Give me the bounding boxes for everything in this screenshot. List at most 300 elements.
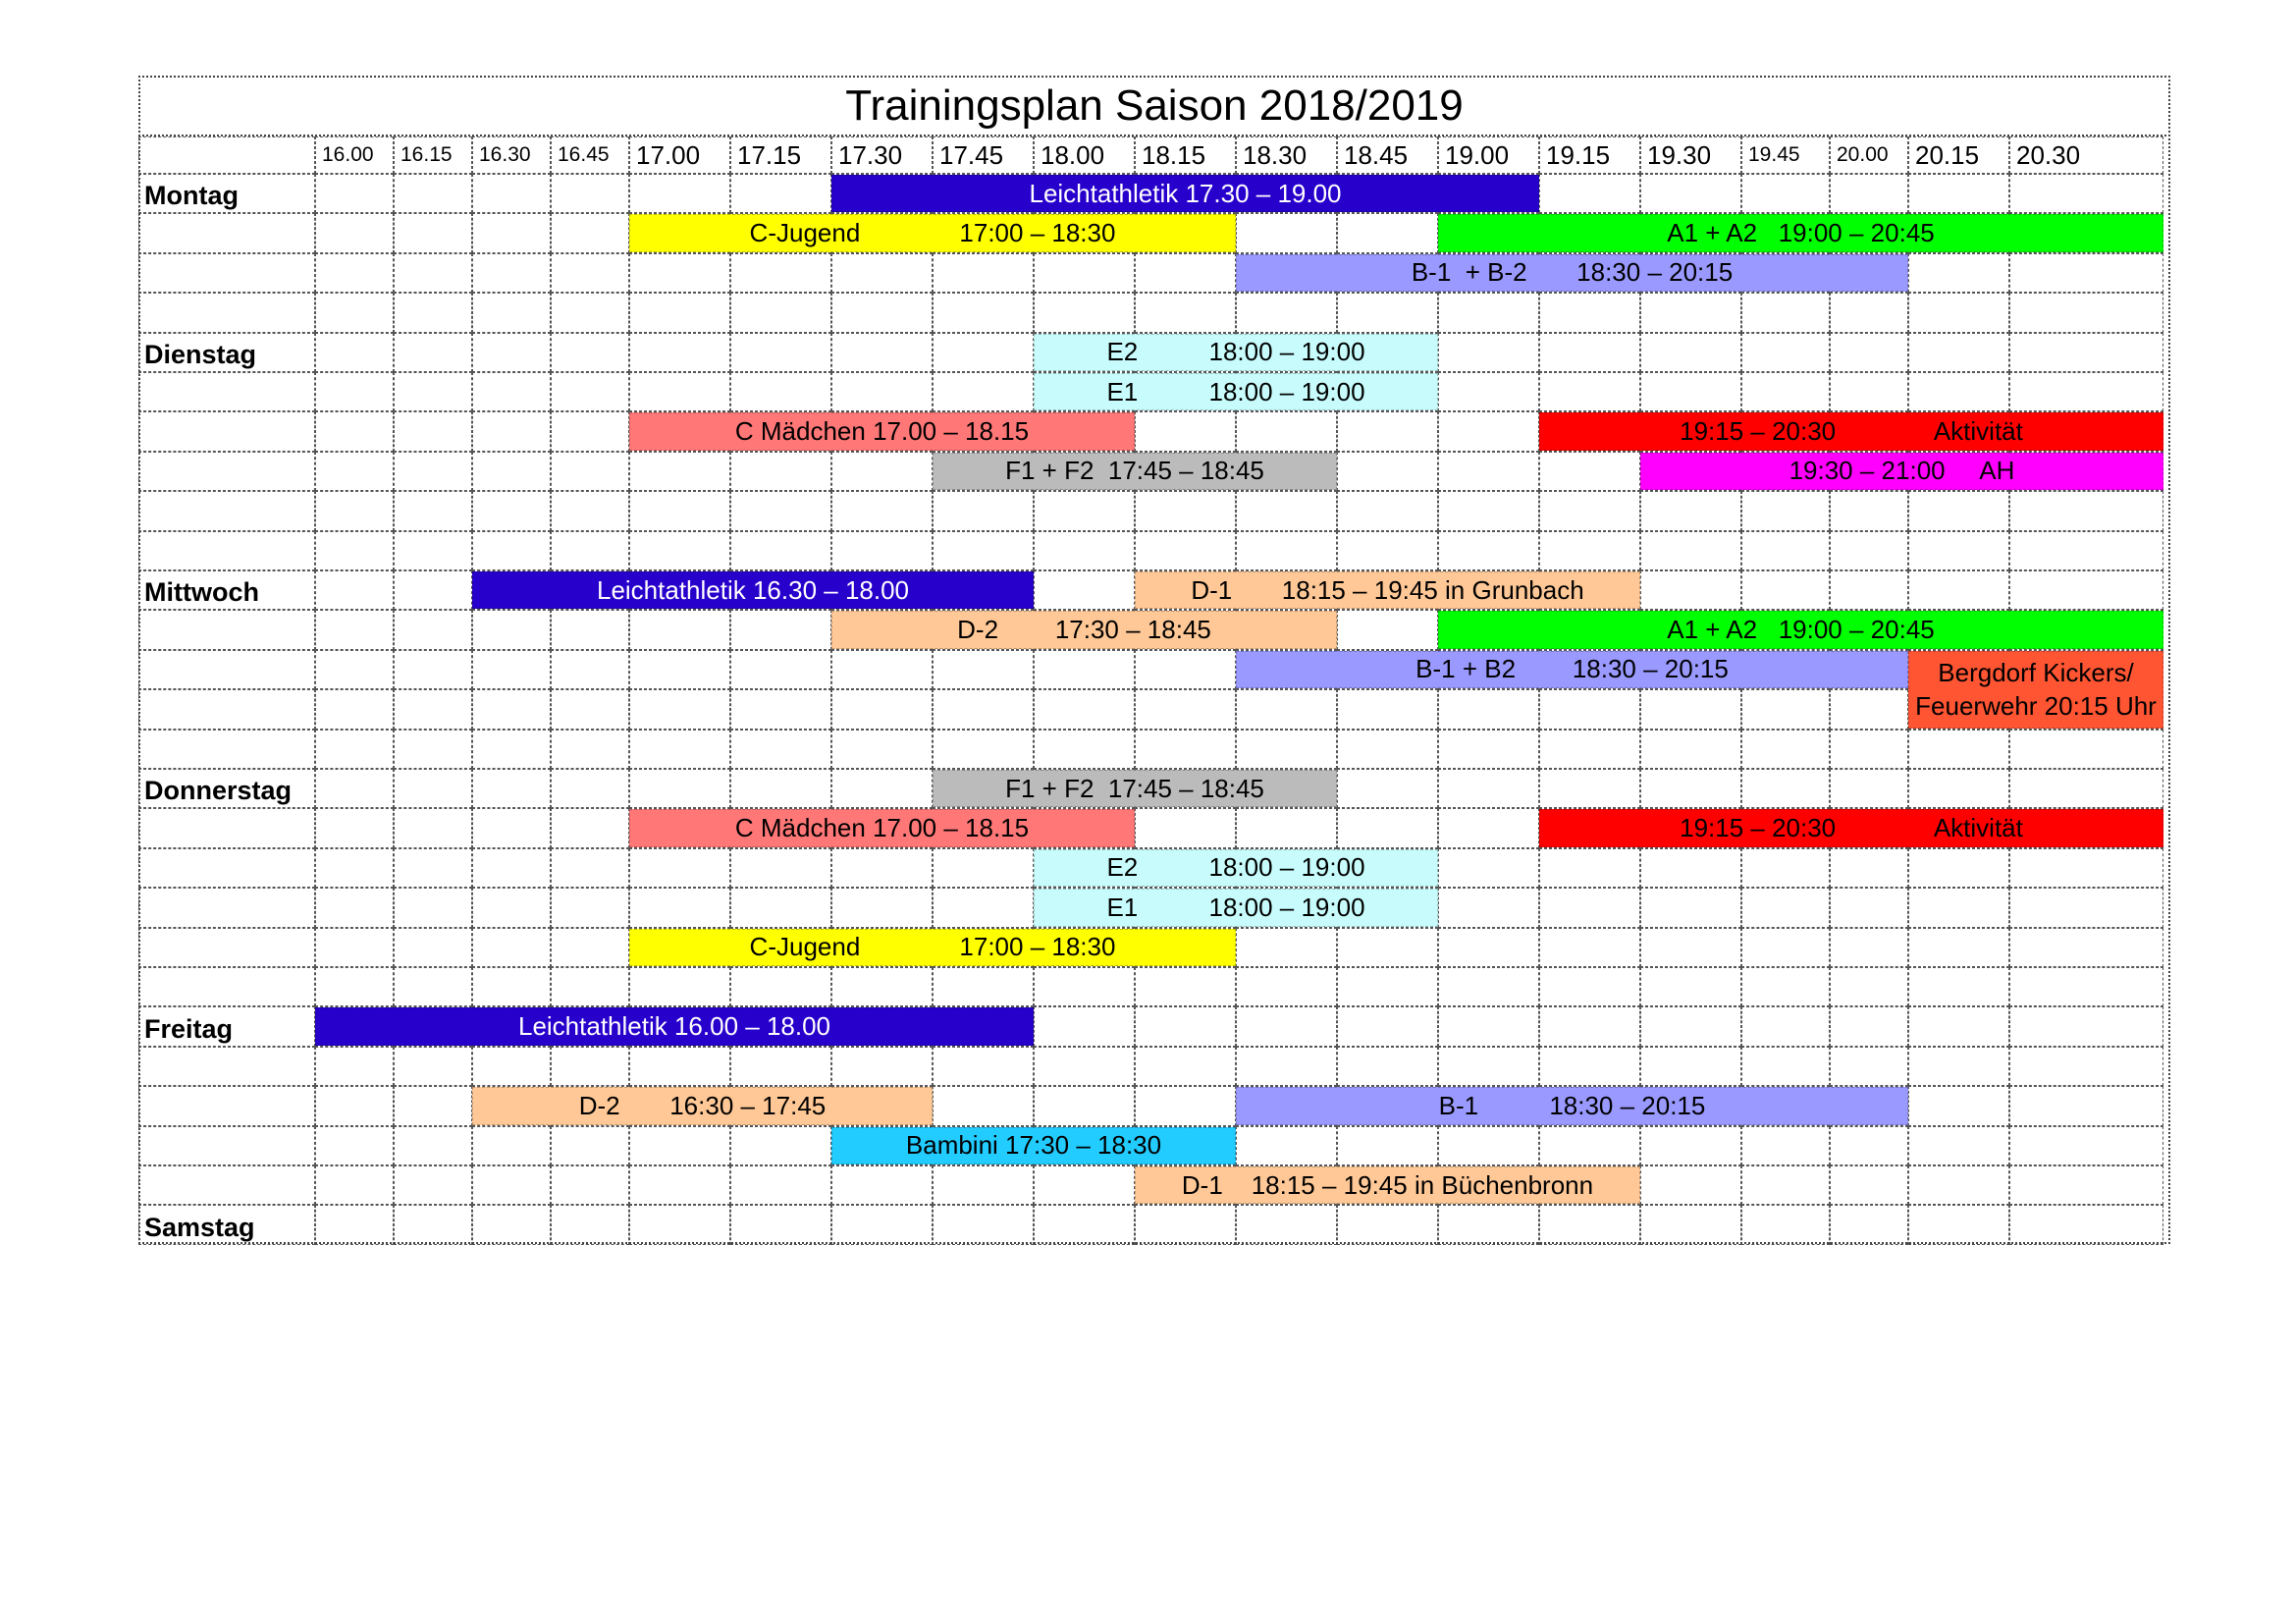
grid-cell [831, 689, 933, 729]
header-corner-cell [138, 136, 315, 174]
grid-cell [394, 491, 472, 530]
row-label-cell [138, 213, 315, 252]
grid-cell [1337, 531, 1438, 570]
grid-cell [1236, 808, 1337, 847]
grid-cell [1830, 1006, 1908, 1046]
grid-cell [2009, 967, 2163, 1006]
grid-cell [315, 1126, 394, 1165]
grid-cell [730, 610, 831, 649]
row-label-cell [138, 650, 315, 689]
grid-cell [933, 531, 1034, 570]
grid-cell [472, 333, 551, 372]
grid-cell [1236, 1205, 1337, 1244]
grid-cell [394, 808, 472, 847]
grid-cell [472, 1047, 551, 1086]
training-block: B-1 18:30 – 20:15 [1236, 1087, 1908, 1124]
training-block: Bergdorf Kickers/ Feuerwehr 20:15 Uhr [1908, 651, 2163, 729]
grid-cell [1908, 1047, 2009, 1086]
grid-cell [831, 253, 933, 293]
grid-cell [1640, 1165, 1741, 1205]
grid-cell [933, 730, 1034, 769]
grid-cell [1337, 1047, 1438, 1086]
grid-cell [1337, 808, 1438, 847]
grid-cell [831, 730, 933, 769]
grid-cell [315, 1165, 394, 1205]
grid-cell [1236, 411, 1337, 451]
grid-cell [1135, 1205, 1236, 1244]
grid-cell [1337, 689, 1438, 729]
time-header: 19.00 [1438, 136, 1539, 174]
grid-cell [394, 730, 472, 769]
grid-cell [472, 928, 551, 967]
grid-cell [1034, 570, 1135, 610]
grid-cell [1741, 888, 1830, 927]
row-label-cell [138, 808, 315, 847]
grid-cell [394, 293, 472, 332]
grid-cell [1539, 848, 1640, 888]
training-block: A1 + A2 19:00 – 20:45 [1438, 611, 2163, 648]
grid-cell [1539, 372, 1640, 411]
grid-cell [730, 848, 831, 888]
grid-cell [1539, 928, 1640, 967]
grid-cell [315, 967, 394, 1006]
grid-cell [1034, 1006, 1135, 1046]
grid-cell [551, 610, 629, 649]
grid-cell [1908, 1205, 2009, 1244]
grid-cell [1135, 1006, 1236, 1046]
row-label-cell [138, 689, 315, 729]
grid-cell [1135, 531, 1236, 570]
row-label-cell [138, 967, 315, 1006]
grid-cell [730, 967, 831, 1006]
grid-cell [472, 967, 551, 1006]
training-block: B-1 + B2 18:30 – 20:15 [1236, 651, 1908, 688]
grid-cell [315, 253, 394, 293]
grid-cell [1135, 689, 1236, 729]
grid-cell [1741, 967, 1830, 1006]
training-block: C-Jugend 17:00 – 18:30 [629, 929, 1236, 966]
row-label-cell [138, 888, 315, 927]
grid-cell [551, 888, 629, 927]
time-header: 16.30 [472, 136, 551, 174]
grid-cell [1830, 491, 1908, 530]
grid-cell [1640, 1006, 1741, 1046]
grid-cell [730, 769, 831, 808]
time-header: 17.30 [831, 136, 933, 174]
grid-cell [1539, 452, 1640, 491]
row-label-cell [138, 1047, 315, 1086]
grid-cell [1539, 967, 1640, 1006]
grid-cell [394, 531, 472, 570]
grid-cell [1908, 888, 2009, 927]
grid-cell [1908, 1086, 2009, 1125]
row-label-cell [138, 372, 315, 411]
grid-cell [1741, 491, 1830, 530]
grid-cell [472, 1126, 551, 1165]
row-label-cell [138, 928, 315, 967]
grid-cell [1908, 333, 2009, 372]
grid-cell [1830, 769, 1908, 808]
grid-cell [551, 928, 629, 967]
grid-cell [315, 1086, 394, 1125]
grid-cell [629, 730, 730, 769]
grid-cell [1034, 967, 1135, 1006]
grid-cell [1741, 1205, 1830, 1244]
grid-cell [315, 848, 394, 888]
grid-cell [1438, 1126, 1539, 1165]
grid-cell [1908, 928, 2009, 967]
grid-cell [1236, 689, 1337, 729]
grid-cell [1438, 531, 1539, 570]
grid-cell [1640, 1047, 1741, 1086]
grid-cell [551, 808, 629, 847]
grid-cell [315, 293, 394, 332]
grid-cell [831, 452, 933, 491]
grid-cell [1830, 1165, 1908, 1205]
grid-cell [933, 967, 1034, 1006]
grid-cell [394, 213, 472, 252]
grid-cell [551, 452, 629, 491]
grid-cell [472, 253, 551, 293]
grid-cell [629, 333, 730, 372]
grid-cell [1741, 1126, 1830, 1165]
grid-cell [1034, 1047, 1135, 1086]
training-block: D-1 18:15 – 19:45 in Büchenbronn [1135, 1166, 1640, 1204]
training-block: Bambini 17:30 – 18:30 [831, 1127, 1236, 1164]
grid-cell [1640, 928, 1741, 967]
grid-cell [2009, 253, 2163, 293]
grid-cell [1539, 491, 1640, 530]
grid-cell [1830, 531, 1908, 570]
grid-cell [315, 1047, 394, 1086]
time-header: 16.15 [394, 136, 472, 174]
grid-cell [551, 769, 629, 808]
grid-cell [831, 1047, 933, 1086]
grid-cell [933, 253, 1034, 293]
training-block: E1 18:00 – 19:00 [1034, 373, 1438, 410]
grid-cell [2009, 1205, 2163, 1244]
grid-cell [1830, 333, 1908, 372]
grid-cell [394, 1205, 472, 1244]
grid-cell [629, 689, 730, 729]
grid-cell [730, 1205, 831, 1244]
grid-cell [629, 650, 730, 689]
grid-cell [1908, 1165, 2009, 1205]
grid-cell [1438, 769, 1539, 808]
grid-cell [629, 769, 730, 808]
grid-cell [1539, 1126, 1640, 1165]
grid-cell [551, 967, 629, 1006]
grid-cell [1640, 570, 1741, 610]
grid-cell [1830, 1047, 1908, 1086]
time-header: 19.45 [1741, 136, 1830, 174]
grid-cell [629, 848, 730, 888]
grid-cell [1236, 491, 1337, 530]
grid-cell [1135, 411, 1236, 451]
grid-cell [472, 452, 551, 491]
grid-cell [394, 253, 472, 293]
grid-cell [1640, 888, 1741, 927]
time-header: 17.15 [730, 136, 831, 174]
grid-cell [1438, 452, 1539, 491]
grid-cell [1034, 689, 1135, 729]
row-label-cell [138, 531, 315, 570]
row-label-cell [138, 452, 315, 491]
grid-cell [1034, 491, 1135, 530]
day-label-freitag: Freitag [144, 1013, 234, 1044]
grid-cell [1438, 888, 1539, 927]
grid-cell [730, 650, 831, 689]
grid-cell [472, 491, 551, 530]
grid-cell [1741, 848, 1830, 888]
grid-cell [730, 372, 831, 411]
time-header: 17.00 [629, 136, 730, 174]
grid-cell [1236, 1006, 1337, 1046]
grid-cell [831, 888, 933, 927]
grid-cell [2009, 888, 2163, 927]
time-header: 18.45 [1337, 136, 1438, 174]
grid-cell [1908, 848, 2009, 888]
day-label-dienstag: Dienstag [144, 339, 257, 369]
grid-cell [1741, 372, 1830, 411]
grid-cell [1135, 967, 1236, 1006]
grid-cell [315, 174, 394, 213]
grid-cell [1236, 967, 1337, 1006]
grid-cell [472, 531, 551, 570]
row-label-cell [138, 293, 315, 332]
grid-cell [1135, 650, 1236, 689]
row-label-cell [138, 411, 315, 451]
grid-cell [551, 174, 629, 213]
grid-cell [315, 689, 394, 729]
grid-cell [1908, 174, 2009, 213]
time-header: 19.15 [1539, 136, 1640, 174]
grid-cell [1741, 531, 1830, 570]
grid-cell [629, 1047, 730, 1086]
grid-cell [394, 570, 472, 610]
training-schedule [138, 76, 2170, 1244]
grid-cell [1337, 213, 1438, 252]
grid-cell [551, 333, 629, 372]
grid-cell [1438, 967, 1539, 1006]
grid-cell [730, 452, 831, 491]
grid-cell [315, 888, 394, 927]
grid-cell [551, 372, 629, 411]
grid-cell [1908, 967, 2009, 1006]
grid-cell [1539, 293, 1640, 332]
grid-cell [1236, 1126, 1337, 1165]
grid-cell [551, 253, 629, 293]
row-label-cell [138, 848, 315, 888]
grid-cell [1830, 1126, 1908, 1165]
grid-cell [2009, 372, 2163, 411]
grid-cell [730, 1047, 831, 1086]
grid-cell [551, 730, 629, 769]
grid-cell [2009, 730, 2163, 769]
grid-cell [2009, 570, 2163, 610]
grid-cell [2009, 769, 2163, 808]
grid-cell [1337, 928, 1438, 967]
grid-cell [933, 1086, 1034, 1125]
grid-cell [1741, 928, 1830, 967]
grid-cell [1741, 689, 1830, 729]
grid-cell [315, 730, 394, 769]
grid-cell [1438, 928, 1539, 967]
grid-cell [1830, 967, 1908, 1006]
grid-cell [1135, 730, 1236, 769]
grid-cell [1640, 531, 1741, 570]
training-block: B-1 + B-2 18:30 – 20:15 [1236, 254, 1908, 292]
grid-cell [730, 1126, 831, 1165]
grid-cell [933, 650, 1034, 689]
grid-cell [1337, 769, 1438, 808]
grid-cell [1337, 293, 1438, 332]
grid-cell [831, 650, 933, 689]
schedule-title: Trainingsplan Saison 2018/2019 [138, 76, 2170, 136]
grid-cell [1438, 808, 1539, 847]
grid-cell [1236, 730, 1337, 769]
training-block: E2 18:00 – 19:00 [1034, 849, 1438, 887]
grid-cell [730, 174, 831, 213]
grid-cell [1438, 1047, 1539, 1086]
grid-cell [1908, 531, 2009, 570]
grid-cell [629, 1126, 730, 1165]
grid-cell [1438, 411, 1539, 451]
training-block: 19:30 – 21:00 AH [1640, 453, 2163, 490]
grid-cell [551, 213, 629, 252]
day-label-samstag: Samstag [144, 1212, 255, 1242]
grid-cell [629, 174, 730, 213]
grid-cell [629, 610, 730, 649]
training-block: Leichtathletik 16.30 – 18.00 [472, 571, 1034, 609]
day-label-mittwoch: Mittwoch [144, 577, 259, 608]
grid-cell [1539, 1205, 1640, 1244]
grid-cell [1236, 1047, 1337, 1086]
training-block: Leichtathletik 17.30 – 19.00 [831, 175, 1539, 212]
grid-cell [394, 1086, 472, 1125]
grid-cell [551, 293, 629, 332]
training-block: E1 18:00 – 19:00 [1034, 889, 1438, 926]
grid-cell [1741, 1047, 1830, 1086]
grid-cell [2009, 1086, 2163, 1125]
grid-cell [1741, 1165, 1830, 1205]
grid-cell [1908, 1006, 2009, 1046]
time-header: 17.45 [933, 136, 1034, 174]
grid-cell [1034, 531, 1135, 570]
grid-cell [551, 848, 629, 888]
grid-cell [472, 730, 551, 769]
time-header: 18.30 [1236, 136, 1337, 174]
grid-cell [1438, 333, 1539, 372]
grid-cell [1539, 769, 1640, 808]
grid-cell [1640, 848, 1741, 888]
grid-cell [394, 1165, 472, 1205]
time-header: 18.00 [1034, 136, 1135, 174]
training-block: C Mädchen 17.00 – 18.15 [629, 809, 1135, 846]
grid-cell [551, 531, 629, 570]
grid-cell [472, 1165, 551, 1205]
training-block: D-1 18:15 – 19:45 in Grunbach [1135, 571, 1640, 609]
row-label-cell [138, 1086, 315, 1125]
time-header: 18.15 [1135, 136, 1236, 174]
grid-cell [472, 689, 551, 729]
training-block: D-2 17:30 – 18:45 [831, 611, 1337, 648]
grid-cell [315, 531, 394, 570]
grid-cell [315, 411, 394, 451]
grid-cell [1337, 1126, 1438, 1165]
grid-cell [1830, 570, 1908, 610]
grid-cell [1539, 689, 1640, 729]
grid-cell [472, 848, 551, 888]
grid-cell [2009, 1047, 2163, 1086]
grid-cell [629, 253, 730, 293]
grid-cell [394, 610, 472, 649]
grid-cell [315, 213, 394, 252]
grid-cell [831, 1165, 933, 1205]
grid-cell [1337, 610, 1438, 649]
grid-cell [1135, 1047, 1236, 1086]
grid-cell [394, 1047, 472, 1086]
grid-cell [1908, 730, 2009, 769]
grid-cell [315, 570, 394, 610]
grid-cell [1830, 293, 1908, 332]
grid-cell [933, 888, 1034, 927]
time-header: 20.30 [2009, 136, 2163, 174]
grid-cell [551, 411, 629, 451]
grid-cell [2009, 1165, 2163, 1205]
grid-cell [1236, 928, 1337, 967]
grid-cell [394, 848, 472, 888]
grid-cell [472, 411, 551, 451]
grid-cell [1539, 1006, 1640, 1046]
row-label-cell [138, 1126, 315, 1165]
grid-cell [933, 1165, 1034, 1205]
training-block: F1 + F2 17:45 – 18:45 [933, 770, 1337, 807]
training-block: E2 18:00 – 19:00 [1034, 334, 1438, 371]
time-header: 16.45 [551, 136, 629, 174]
grid-cell [472, 213, 551, 252]
grid-cell [551, 1047, 629, 1086]
grid-cell [1438, 689, 1539, 729]
grid-cell [1830, 888, 1908, 927]
grid-cell [551, 689, 629, 729]
grid-cell [933, 689, 1034, 729]
grid-cell [1830, 730, 1908, 769]
grid-cell [1640, 372, 1741, 411]
grid-cell [472, 888, 551, 927]
grid-cell [472, 769, 551, 808]
grid-cell [933, 1047, 1034, 1086]
row-label-cell [138, 253, 315, 293]
grid-cell [1438, 1205, 1539, 1244]
grid-cell [1438, 293, 1539, 332]
grid-cell [730, 531, 831, 570]
grid-cell [629, 1165, 730, 1205]
grid-cell [1640, 293, 1741, 332]
grid-cell [394, 411, 472, 451]
grid-cell [933, 491, 1034, 530]
grid-cell [1908, 372, 2009, 411]
grid-cell [1337, 1006, 1438, 1046]
grid-cell [1741, 333, 1830, 372]
grid-cell [933, 1205, 1034, 1244]
grid-cell [1135, 293, 1236, 332]
grid-cell [394, 650, 472, 689]
grid-cell [1640, 491, 1741, 530]
time-header: 16.00 [315, 136, 394, 174]
grid-cell [551, 1205, 629, 1244]
grid-cell [394, 372, 472, 411]
